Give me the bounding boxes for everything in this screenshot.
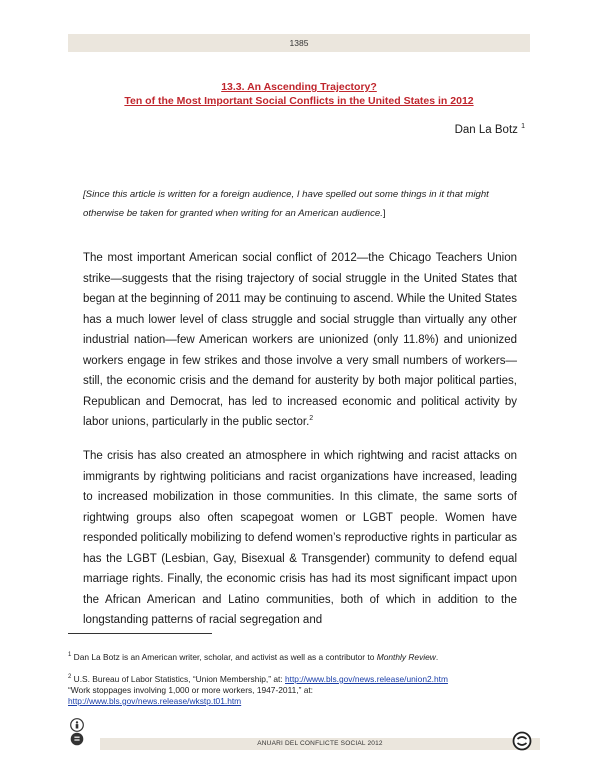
body-paragraph-1: [83, 248, 517, 433]
footnote-1-end: .: [435, 651, 439, 662]
page-header: [68, 34, 530, 52]
footnote-2-text-2: “Work stoppages involving 1,000 or more workers, 1947-2011,” at:: [68, 684, 314, 695]
article-title: [68, 80, 530, 108]
editor-note: [83, 185, 523, 223]
paragraph-1-text: The most important American social conflict of 2012—the Chicago Teachers Union strike—suggests that the rising trajectory of social struggle in the United States that began at the beginning of 2011 may be continuing to ascend. While the United States has a much lower level of class struggle and social struggle than virtually any other industrial nation—few American workers are unionized (only 11.8%) and unionized workers engage in few strikes and those involve a very small numbers of workers—still, the economic crisis and the demand for austerity by both major political parties, Republican and Democrat, has led to increased economic and political activity by labor unions, particularly in the public sector.: [83, 252, 517, 428]
footnote-2-text: U.S. Bureau of Labor Statistics, “Union Membership,” at:: [73, 673, 285, 684]
footer-journal-name: ANUARI DEL CONFLICTE SOCIAL 2012: [257, 740, 383, 747]
author-name: Dan La Botz: [454, 123, 518, 136]
page-footer: [100, 738, 540, 750]
page-number: 1385: [289, 38, 309, 48]
footnote-1-number: 1: [68, 652, 72, 658]
footnote-1-italic: Monthly Review: [376, 651, 436, 662]
body-paragraph-2: [83, 446, 517, 631]
footnote-2-number: 2: [68, 674, 72, 680]
title-line-1: 13.3. An Ascending Trajectory?: [221, 81, 377, 93]
footnote-2: [68, 672, 538, 707]
footnote-1: [68, 650, 538, 663]
author-byline: [455, 123, 525, 136]
title-line-2: Ten of the Most Important Social Conflicts in the United States in 2012: [124, 95, 474, 107]
editor-note-text: [Since this article is written for a foreign audience, I have spelled out some things in it that might otherwise be taken for granted when writing for an American audience.: [83, 189, 489, 219]
union-membership-link[interactable]: http://www.bls.gov/news.release/union2.htm: [285, 673, 448, 684]
editor-note-close: ]: [382, 208, 386, 219]
publisher-logo-icon: [512, 731, 532, 751]
footnote-1-text: Dan La Botz is an American writer, scholar, and activist as well as a contributor to: [73, 651, 377, 662]
work-stoppages-link[interactable]: http://www.bls.gov/news.release/wkstp.t01.htm: [68, 695, 242, 706]
cc-by-icon: [70, 718, 84, 748]
paragraph-2-text: The crisis has also created an atmosphere in which rightwing and racist attacks on immigrants by rightwing politicians and racist organizations have increased, leading to increased mobilization in those communities. In this climate, the same sorts of rightwing groups also often scapegoat women or LGBT people. Women have responded politically mobilizing to defend women’s reproductive rights in particular as has the LGBT (Lesbian, Gay, Bisexual & Transgender) community to defend equal marriage rights. Finally, the economic crisis has had its most significant impact upon the African American and Latino communities, both of which in addition to the longstanding patterns of racial segregation and: [83, 450, 517, 626]
footnote-divider: [68, 633, 212, 634]
author-footnote-ref[interactable]: 1: [521, 123, 525, 130]
footnote-ref-2[interactable]: 2: [309, 415, 314, 423]
